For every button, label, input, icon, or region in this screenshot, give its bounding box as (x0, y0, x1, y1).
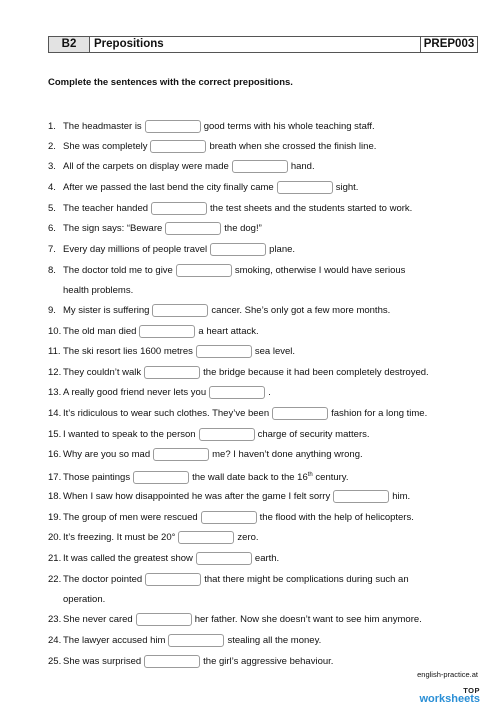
answer-blank[interactable] (209, 386, 265, 399)
exercise-item (48, 264, 405, 277)
item-number: 17. (48, 472, 62, 484)
sentence-continuation: health problems. (63, 285, 134, 296)
item-number: 20. (48, 532, 62, 543)
answer-blank[interactable] (144, 655, 200, 668)
answer-blank[interactable] (136, 613, 192, 626)
worksheet-title: Prepositions (90, 37, 421, 52)
sentence-start: The lawyer accused him (63, 635, 166, 646)
item-number: 3. (48, 161, 56, 172)
sentence-end: sight. (335, 182, 359, 193)
item-number: 22. (48, 574, 62, 585)
exercise-item (48, 120, 375, 133)
exercise-item (48, 325, 259, 338)
exercise-item (48, 386, 271, 399)
sentence-end: smoking, otherwise I would have serious (234, 265, 406, 276)
item-number: 24. (48, 635, 62, 646)
sentence-start: My sister is suffering (63, 305, 150, 316)
answer-blank[interactable] (145, 573, 201, 586)
exercise-item (48, 552, 279, 565)
sentence-start: She was completely (63, 141, 148, 152)
footer-site: english-practice.at (417, 670, 478, 679)
instruction-text: Complete the sentences with the correct prepositions. (48, 77, 293, 88)
item-number: 21. (48, 553, 62, 564)
sentence-end: a heart attack. (198, 326, 259, 337)
exercise-item (48, 222, 262, 235)
sentence-end: charge of security matters. (257, 429, 370, 440)
item-number: 4. (48, 182, 56, 193)
sentence-end: that there might be complications during such an (204, 574, 409, 585)
sentence-start: Why are you so mad (63, 449, 151, 460)
exercise-item (48, 202, 412, 215)
exercise-item (48, 634, 321, 647)
item-number: 5. (48, 203, 56, 214)
exercise-item (48, 490, 410, 503)
exercise-item (48, 181, 358, 194)
exercise-item (48, 407, 427, 420)
item-number: 9. (48, 305, 56, 316)
sentence-end: plane. (269, 244, 296, 255)
sentence-end: him. (392, 491, 411, 502)
answer-blank[interactable] (153, 448, 209, 461)
answer-blank[interactable] (168, 634, 224, 647)
sentence-start: Those paintings (63, 472, 131, 484)
exercise-item (48, 366, 429, 379)
exercise-item (48, 140, 376, 153)
sentence-end: the dog!” (224, 223, 262, 234)
sentence-start: When I saw how disappointed he was after the game I felt sorry (63, 491, 331, 502)
item-number: 14. (48, 408, 62, 419)
sentence-start: The ski resort lies 1600 metres (63, 346, 193, 357)
answer-blank[interactable] (152, 304, 208, 317)
sentence-end: fashion for a long time. (331, 408, 428, 419)
top-worksheets-logo (419, 686, 480, 704)
item-number: 10. (48, 326, 62, 337)
exercise-item (48, 304, 390, 317)
sentence-start: Every day millions of people travel (63, 244, 208, 255)
sentence-start: The doctor pointed (63, 574, 143, 585)
level-label: B2 (49, 37, 90, 52)
exercise-item (48, 573, 409, 586)
answer-blank[interactable] (178, 531, 234, 544)
answer-blank[interactable] (232, 160, 288, 173)
item-number: 25. (48, 656, 62, 667)
sentence-start: She never cared (63, 614, 133, 625)
sentence-end: the girl’s aggressive behaviour. (203, 656, 334, 667)
answer-blank[interactable] (133, 471, 189, 484)
sentence-end: earth. (254, 553, 280, 564)
answer-blank[interactable] (150, 140, 206, 153)
answer-blank[interactable] (210, 243, 266, 256)
sentence-start: After we passed the last bend the city finally came (63, 182, 274, 193)
answer-blank[interactable] (144, 366, 200, 379)
sentence-end: the flood with the help of helicopters. (259, 512, 414, 523)
logo-top-text: TOP (463, 686, 480, 695)
exercise-item (48, 613, 422, 626)
sentence-end: the bridge because it had been completely destroyed. (203, 367, 429, 378)
item-number: 13. (48, 387, 62, 398)
sentence-end: zero. (237, 532, 259, 543)
sentence-end: the test sheets and the students started to work. (210, 203, 413, 214)
sentence-start: The headmaster is (63, 121, 142, 132)
answer-blank[interactable] (176, 264, 232, 277)
sentence-end: me? I haven’t done anything wrong. (212, 449, 363, 460)
item-number: 11. (48, 346, 61, 357)
logo-worksheets-text: worksheets (419, 693, 480, 705)
answer-blank[interactable] (277, 181, 333, 194)
answer-blank[interactable] (145, 120, 201, 133)
sentence-start: It’s freezing. It must be 20° (63, 532, 176, 543)
answer-blank[interactable] (165, 222, 221, 235)
sentence-end: . (268, 387, 271, 398)
sentence-start: The teacher handed (63, 203, 149, 214)
sentence-continuation: operation. (63, 594, 106, 605)
sentence-start: The sign says: “Beware (63, 223, 163, 234)
sentence-end: her father. Now she doesn’t want to see him anymore. (194, 614, 422, 625)
exercise-item (48, 469, 349, 484)
sentence-end: cancer. She’s only got a few more months. (211, 305, 391, 316)
item-number: 2. (48, 141, 56, 152)
sentence-end: the wall date back to the 16 (192, 472, 308, 484)
sentence-end: hand. (290, 161, 315, 172)
exercise-item (48, 448, 363, 461)
sentence-end-tail: century. (312, 472, 349, 484)
answer-blank[interactable] (201, 511, 257, 524)
exercise-item (48, 160, 315, 173)
item-number: 8. (48, 265, 56, 276)
answer-blank[interactable] (196, 552, 252, 565)
worksheet-header (48, 36, 478, 53)
sentence-start: The old man died (63, 326, 137, 337)
item-number: 6. (48, 223, 56, 234)
sentence-start: The group of men were rescued (63, 512, 198, 523)
exercise-item (48, 511, 414, 524)
item-number: 7. (48, 244, 56, 255)
item-number: 1. (48, 121, 56, 132)
exercise-item (48, 655, 333, 668)
ordinal-suffix: th (307, 472, 313, 478)
answer-blank[interactable] (151, 202, 207, 215)
sentence-start: A really good friend never lets you (63, 387, 207, 398)
sentence-start: All of the carpets on display were made (63, 161, 229, 172)
item-number: 16. (48, 449, 62, 460)
exercise-item (48, 531, 259, 544)
sentence-end: good terms with his whole teaching staff. (203, 121, 375, 132)
sentence-end: breath when she crossed the finish line. (209, 141, 377, 152)
answer-blank[interactable] (272, 407, 328, 420)
item-number: 15. (48, 429, 62, 440)
exercise-item (48, 345, 295, 358)
sentence-start: The doctor told me to give (63, 265, 173, 276)
sentence-end: stealing all the money. (227, 635, 322, 646)
sentence-start: I wanted to speak to the person (63, 429, 196, 440)
item-number: 12. (48, 367, 62, 378)
item-number: 18. (48, 491, 62, 502)
item-number: 23. (48, 614, 62, 625)
exercise-item (48, 243, 295, 256)
answer-blank[interactable] (196, 345, 252, 358)
sentence-start: It’s ridiculous to wear such clothes. They’ve been (63, 408, 270, 419)
sentence-start: They couldn’t walk (63, 367, 142, 378)
sentence-start: She was surprised (63, 656, 142, 667)
worksheet-code: PREP003 (423, 38, 475, 50)
exercise-item (48, 428, 370, 441)
answer-blank[interactable] (139, 325, 195, 338)
answer-blank[interactable] (333, 490, 389, 503)
sentence-end: sea level. (254, 346, 296, 357)
sentence-start: It was called the greatest show (63, 553, 193, 564)
answer-blank[interactable] (199, 428, 255, 441)
item-number: 19. (48, 512, 62, 523)
